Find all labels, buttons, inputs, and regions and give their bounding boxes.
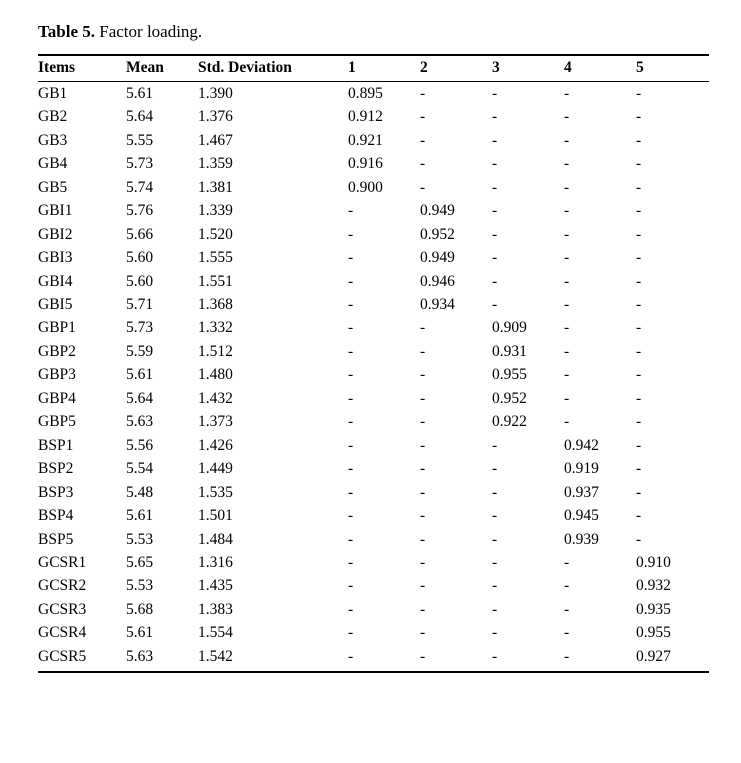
cell-factor-2: - bbox=[420, 577, 426, 595]
cell-factor-4: - bbox=[564, 84, 570, 102]
cell-std-deviation: 1.435 bbox=[198, 577, 233, 595]
cell-factor-5: - bbox=[636, 108, 642, 126]
cell-factor-1: - bbox=[348, 553, 354, 571]
cell-mean: 5.65 bbox=[126, 553, 154, 571]
cell-factor-2: - bbox=[420, 131, 426, 149]
cell-factor-2: 0.946 bbox=[420, 272, 455, 290]
cell-factor-5: 0.927 bbox=[636, 645, 709, 672]
cell-factor-4: - bbox=[564, 319, 570, 337]
cell-item: GB3 bbox=[38, 131, 68, 149]
table-caption bbox=[38, 22, 711, 42]
cell-mean: 5.61 bbox=[126, 507, 154, 525]
cell-factor-1: 0.912 bbox=[348, 108, 383, 126]
cell-factor-4: - bbox=[564, 131, 570, 149]
cell-std-deviation: 1.373 bbox=[198, 413, 233, 431]
cell-factor-1: - bbox=[348, 389, 354, 407]
cell-factor-4: - bbox=[564, 366, 570, 384]
cell-factor-5: - bbox=[636, 295, 642, 313]
cell-factor-3: - bbox=[492, 131, 498, 149]
cell-factor-5: - bbox=[636, 483, 642, 501]
cell-factor-2: - bbox=[420, 553, 426, 571]
cell-mean: 5.73 bbox=[126, 319, 154, 337]
cell-factor-2: - bbox=[420, 483, 426, 501]
cell-std-deviation: 1.535 bbox=[198, 483, 233, 501]
column-header-std-deviation: Std. Deviation bbox=[198, 55, 348, 82]
cell-mean: 5.61 bbox=[126, 84, 154, 102]
cell-item: BSP2 bbox=[38, 460, 74, 478]
cell-factor-4: - bbox=[564, 249, 570, 267]
cell-std-deviation: 1.390 bbox=[198, 84, 233, 102]
table-row bbox=[38, 481, 709, 504]
cell-mean: 5.76 bbox=[126, 202, 154, 220]
cell-factor-5: - bbox=[636, 202, 642, 220]
cell-mean: 5.56 bbox=[126, 436, 154, 454]
cell-factor-4: - bbox=[564, 272, 570, 290]
table-caption-label: Table 5. bbox=[38, 22, 96, 41]
cell-factor-5: - bbox=[636, 249, 642, 267]
table-row bbox=[38, 575, 709, 598]
cell-factor-2: - bbox=[420, 155, 426, 173]
cell-factor-2: 0.952 bbox=[420, 225, 455, 243]
cell-std-deviation: 1.480 bbox=[198, 366, 233, 384]
cell-factor-4: - bbox=[564, 600, 570, 618]
cell-factor-3: - bbox=[492, 249, 498, 267]
cell-mean: 5.63 bbox=[126, 645, 198, 672]
cell-factor-5: - bbox=[636, 178, 642, 196]
cell-factor-5: - bbox=[636, 272, 642, 290]
cell-factor-1: - bbox=[348, 530, 354, 548]
cell-mean: 5.73 bbox=[126, 155, 154, 173]
cell-factor-3: - bbox=[492, 600, 498, 618]
cell-mean: 5.53 bbox=[126, 530, 154, 548]
cell-factor-2: - bbox=[420, 366, 426, 384]
cell-factor-5: - bbox=[636, 155, 642, 173]
table-row bbox=[38, 82, 709, 106]
cell-std-deviation: 1.432 bbox=[198, 389, 233, 407]
factor-loading-table bbox=[38, 54, 709, 673]
cell-factor-1: - bbox=[348, 436, 354, 454]
cell-mean: 5.60 bbox=[126, 272, 154, 290]
cell-std-deviation: 1.449 bbox=[198, 460, 233, 478]
cell-mean: 5.53 bbox=[126, 577, 154, 595]
cell-factor-3: - bbox=[492, 202, 498, 220]
table-caption-text: Factor loading. bbox=[99, 22, 203, 41]
table-row bbox=[38, 270, 709, 293]
column-header-factor-4: 4 bbox=[564, 55, 636, 82]
cell-item: GCSR5 bbox=[38, 645, 126, 672]
cell-factor-3: 0.909 bbox=[492, 319, 527, 337]
cell-factor-1: 0.900 bbox=[348, 178, 383, 196]
cell-factor-4: - bbox=[564, 553, 570, 571]
table-row bbox=[38, 551, 709, 574]
cell-item: GBI2 bbox=[38, 225, 73, 243]
cell-factor-5: - bbox=[636, 507, 642, 525]
cell-factor-4: - bbox=[564, 389, 570, 407]
cell-factor-3: - bbox=[492, 530, 498, 548]
cell-factor-2: - bbox=[420, 342, 426, 360]
table-row bbox=[38, 200, 709, 223]
cell-factor-3: - bbox=[492, 483, 498, 501]
cell-factor-5: - bbox=[636, 413, 642, 431]
cell-factor-3: - bbox=[492, 84, 498, 102]
column-header-factor-1: 1 bbox=[348, 55, 420, 82]
table-row bbox=[38, 528, 709, 551]
cell-std-deviation: 1.467 bbox=[198, 131, 233, 149]
cell-factor-1: - bbox=[348, 645, 420, 672]
cell-mean: 5.63 bbox=[126, 413, 154, 431]
cell-factor-2: 0.949 bbox=[420, 249, 455, 267]
cell-item: BSP4 bbox=[38, 507, 74, 525]
cell-factor-1: 0.921 bbox=[348, 131, 383, 149]
cell-factor-3: - bbox=[492, 577, 498, 595]
cell-factor-1: - bbox=[348, 483, 354, 501]
cell-std-deviation: 1.542 bbox=[198, 645, 348, 672]
cell-mean: 5.64 bbox=[126, 389, 154, 407]
cell-std-deviation: 1.551 bbox=[198, 272, 233, 290]
cell-factor-3: - bbox=[492, 155, 498, 173]
table-body bbox=[38, 82, 709, 672]
cell-item: BSP1 bbox=[38, 436, 74, 454]
table-row bbox=[38, 364, 709, 387]
cell-factor-1: - bbox=[348, 319, 354, 337]
cell-factor-3: - bbox=[492, 507, 498, 525]
cell-item: GBP2 bbox=[38, 342, 76, 360]
column-header-factor-3: 3 bbox=[492, 55, 564, 82]
cell-factor-5: - bbox=[636, 436, 642, 454]
cell-factor-5: - bbox=[636, 319, 642, 337]
cell-factor-1: - bbox=[348, 366, 354, 384]
table-header bbox=[38, 55, 709, 82]
table-row bbox=[38, 106, 709, 129]
cell-factor-3: - bbox=[492, 624, 498, 642]
cell-factor-2: - bbox=[420, 645, 492, 672]
cell-item: GB1 bbox=[38, 84, 68, 102]
cell-factor-3: 0.952 bbox=[492, 389, 527, 407]
cell-factor-2: - bbox=[420, 319, 426, 337]
cell-factor-1: - bbox=[348, 624, 354, 642]
cell-factor-1: - bbox=[348, 460, 354, 478]
cell-item: GBP1 bbox=[38, 319, 76, 337]
cell-factor-4: - bbox=[564, 155, 570, 173]
cell-factor-5: - bbox=[636, 225, 642, 243]
cell-item: GCSR1 bbox=[38, 553, 87, 571]
cell-factor-4: - bbox=[564, 342, 570, 360]
cell-factor-4: - bbox=[564, 577, 570, 595]
cell-factor-1: 0.916 bbox=[348, 155, 383, 173]
cell-factor-2: - bbox=[420, 84, 426, 102]
cell-std-deviation: 1.520 bbox=[198, 225, 233, 243]
cell-factor-5: 0.935 bbox=[636, 600, 671, 618]
cell-factor-1: - bbox=[348, 202, 354, 220]
cell-std-deviation: 1.381 bbox=[198, 178, 233, 196]
cell-factor-3: 0.922 bbox=[492, 413, 527, 431]
cell-factor-5: 0.955 bbox=[636, 624, 671, 642]
cell-std-deviation: 1.501 bbox=[198, 507, 233, 525]
cell-factor-5: - bbox=[636, 460, 642, 478]
cell-factor-3: 0.955 bbox=[492, 366, 527, 384]
cell-factor-2: - bbox=[420, 624, 426, 642]
cell-item: GBP5 bbox=[38, 413, 76, 431]
cell-factor-4: - bbox=[564, 225, 570, 243]
cell-item: BSP5 bbox=[38, 530, 74, 548]
cell-factor-2: - bbox=[420, 178, 426, 196]
table-row bbox=[38, 622, 709, 645]
cell-factor-3: - bbox=[492, 645, 564, 672]
cell-std-deviation: 1.339 bbox=[198, 202, 233, 220]
cell-factor-3: - bbox=[492, 178, 498, 196]
cell-factor-1: - bbox=[348, 225, 354, 243]
cell-factor-1: - bbox=[348, 507, 354, 525]
cell-factor-5: - bbox=[636, 131, 642, 149]
cell-std-deviation: 1.316 bbox=[198, 553, 233, 571]
cell-std-deviation: 1.426 bbox=[198, 436, 233, 454]
cell-mean: 5.71 bbox=[126, 295, 154, 313]
cell-factor-3: - bbox=[492, 553, 498, 571]
cell-factor-3: - bbox=[492, 225, 498, 243]
cell-std-deviation: 1.484 bbox=[198, 530, 233, 548]
cell-factor-4: 0.937 bbox=[564, 483, 599, 501]
column-header-factor-2: 2 bbox=[420, 55, 492, 82]
table-row bbox=[38, 129, 709, 152]
cell-factor-4: - bbox=[564, 202, 570, 220]
cell-std-deviation: 1.512 bbox=[198, 342, 233, 360]
cell-item: GCSR4 bbox=[38, 624, 87, 642]
cell-factor-5: - bbox=[636, 84, 642, 102]
table-row bbox=[38, 645, 709, 672]
cell-mean: 5.54 bbox=[126, 460, 154, 478]
cell-factor-2: - bbox=[420, 108, 426, 126]
table-row bbox=[38, 153, 709, 176]
cell-factor-2: - bbox=[420, 436, 426, 454]
cell-factor-2: - bbox=[420, 413, 426, 431]
cell-factor-3: 0.931 bbox=[492, 342, 527, 360]
cell-factor-1: - bbox=[348, 600, 354, 618]
cell-factor-1: - bbox=[348, 272, 354, 290]
cell-factor-1: - bbox=[348, 342, 354, 360]
cell-factor-5: - bbox=[636, 530, 642, 548]
table-row bbox=[38, 387, 709, 410]
cell-item: GB5 bbox=[38, 178, 68, 196]
cell-mean: 5.61 bbox=[126, 366, 154, 384]
cell-factor-3: - bbox=[492, 272, 498, 290]
cell-item: BSP3 bbox=[38, 483, 74, 501]
cell-factor-3: - bbox=[492, 460, 498, 478]
cell-std-deviation: 1.368 bbox=[198, 295, 233, 313]
cell-item: GBP4 bbox=[38, 389, 76, 407]
cell-factor-5: - bbox=[636, 366, 642, 384]
cell-factor-4: 0.919 bbox=[564, 460, 599, 478]
cell-factor-1: - bbox=[348, 295, 354, 313]
cell-factor-1: - bbox=[348, 577, 354, 595]
table-row bbox=[38, 223, 709, 246]
cell-item: GBI3 bbox=[38, 249, 73, 267]
cell-factor-5: - bbox=[636, 342, 642, 360]
cell-factor-4: - bbox=[564, 178, 570, 196]
table-row bbox=[38, 247, 709, 270]
cell-factor-1: - bbox=[348, 249, 354, 267]
cell-factor-1: 0.895 bbox=[348, 84, 383, 102]
cell-factor-2: - bbox=[420, 507, 426, 525]
cell-item: GB4 bbox=[38, 155, 68, 173]
cell-factor-4: - bbox=[564, 413, 570, 431]
cell-item: GBI5 bbox=[38, 295, 73, 313]
cell-item: GCSR3 bbox=[38, 600, 87, 618]
table-row bbox=[38, 176, 709, 199]
table-row bbox=[38, 598, 709, 621]
column-header-mean: Mean bbox=[126, 55, 198, 82]
cell-item: GBI1 bbox=[38, 202, 73, 220]
table-row bbox=[38, 458, 709, 481]
cell-mean: 5.74 bbox=[126, 178, 154, 196]
cell-std-deviation: 1.555 bbox=[198, 249, 233, 267]
cell-factor-4: - bbox=[564, 295, 570, 313]
cell-std-deviation: 1.332 bbox=[198, 319, 233, 337]
cell-factor-4: 0.945 bbox=[564, 507, 599, 525]
cell-factor-3: - bbox=[492, 436, 498, 454]
column-header-factor-5: 5 bbox=[636, 55, 709, 82]
table-header-row bbox=[38, 55, 709, 82]
cell-mean: 5.60 bbox=[126, 249, 154, 267]
table-row bbox=[38, 340, 709, 363]
cell-factor-4: - bbox=[564, 108, 570, 126]
table-row bbox=[38, 411, 709, 434]
cell-factor-4: 0.939 bbox=[564, 530, 599, 548]
cell-factor-5: - bbox=[636, 389, 642, 407]
cell-mean: 5.55 bbox=[126, 131, 154, 149]
cell-item: GBI4 bbox=[38, 272, 73, 290]
cell-factor-1: - bbox=[348, 413, 354, 431]
cell-mean: 5.61 bbox=[126, 624, 154, 642]
cell-factor-2: - bbox=[420, 600, 426, 618]
cell-std-deviation: 1.554 bbox=[198, 624, 233, 642]
cell-factor-4: - bbox=[564, 645, 636, 672]
cell-std-deviation: 1.383 bbox=[198, 600, 233, 618]
cell-factor-2: - bbox=[420, 460, 426, 478]
cell-mean: 5.68 bbox=[126, 600, 154, 618]
cell-mean: 5.66 bbox=[126, 225, 154, 243]
table-row bbox=[38, 434, 709, 457]
cell-factor-5: 0.932 bbox=[636, 577, 671, 595]
cell-item: GCSR2 bbox=[38, 577, 87, 595]
cell-mean: 5.59 bbox=[126, 342, 154, 360]
cell-std-deviation: 1.376 bbox=[198, 108, 233, 126]
cell-factor-2: 0.934 bbox=[420, 295, 455, 313]
cell-factor-2: - bbox=[420, 389, 426, 407]
cell-mean: 5.48 bbox=[126, 483, 154, 501]
cell-item: GBP3 bbox=[38, 366, 76, 384]
cell-item: GB2 bbox=[38, 108, 68, 126]
table-row bbox=[38, 505, 709, 528]
table-row bbox=[38, 317, 709, 340]
cell-std-deviation: 1.359 bbox=[198, 155, 233, 173]
cell-factor-4: 0.942 bbox=[564, 436, 599, 454]
cell-mean: 5.64 bbox=[126, 108, 154, 126]
cell-factor-5: 0.910 bbox=[636, 553, 671, 571]
cell-factor-3: - bbox=[492, 295, 498, 313]
cell-factor-2: 0.949 bbox=[420, 202, 455, 220]
table-row bbox=[38, 293, 709, 316]
cell-factor-4: - bbox=[564, 624, 570, 642]
cell-factor-2: - bbox=[420, 530, 426, 548]
cell-factor-3: - bbox=[492, 108, 498, 126]
column-header-items: Items bbox=[38, 55, 126, 82]
